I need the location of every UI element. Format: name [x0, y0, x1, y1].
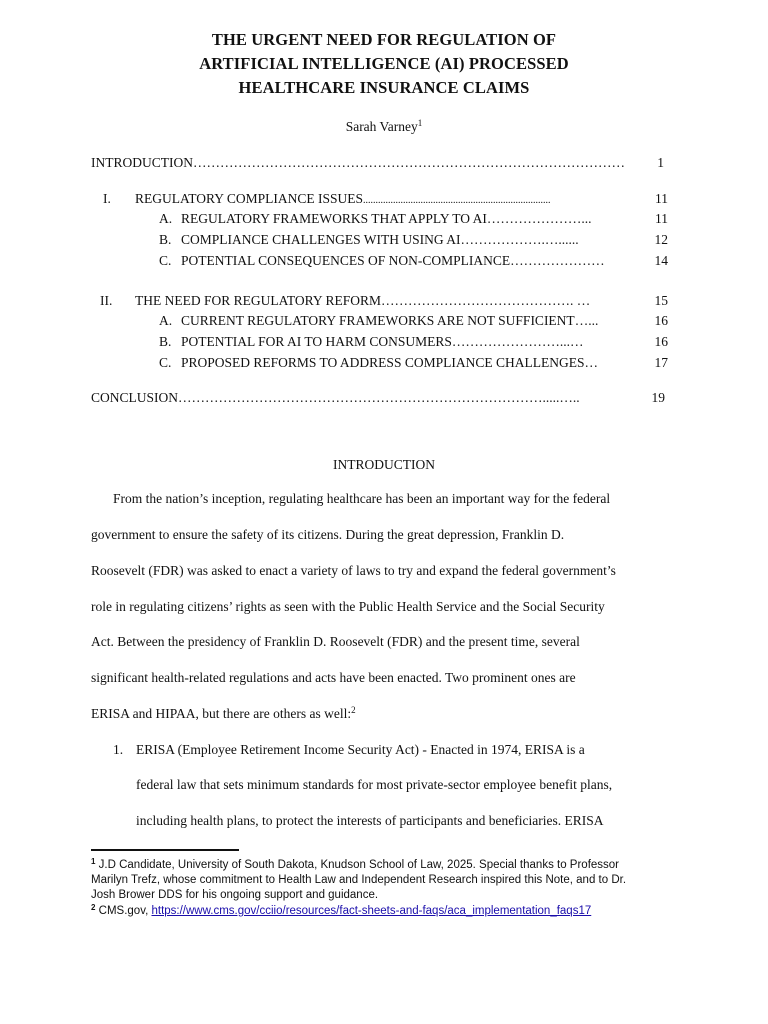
toc-page-number: 12 [654, 232, 668, 247]
toc-leader: ……………….…...... [460, 232, 579, 247]
title-line-1: THE URGENT NEED FOR REGULATION OF [211, 30, 557, 49]
toc-sub-letter: A. [159, 313, 173, 328]
footnote-2 [91, 900, 681, 919]
toc-page-number: 14 [654, 253, 668, 268]
toc-section-label: REGULATORY COMPLIANCE ISSUES [135, 191, 364, 206]
paragraph-line: role in regulating citizens’ rights as seen with the Public Health Service and the Social Security [91, 599, 605, 614]
paragraph-line: Roosevelt (FDR) was asked to enact a variety of laws to try and expand the federal government’s [91, 563, 616, 578]
footnote-mark: 1 [91, 857, 96, 866]
toc-subsection-1a[interactable] [181, 209, 668, 229]
toc-page-number: 11 [655, 191, 668, 206]
toc-page-number: 17 [654, 355, 668, 370]
footnote-separator [91, 849, 239, 851]
section-heading-introduction: INTRODUCTION [333, 457, 435, 472]
toc-subsection-2c[interactable] [181, 353, 668, 373]
toc-leader: …... [574, 313, 599, 328]
paragraph-text: ERISA and HIPAA, but there are others as well: [91, 706, 352, 721]
author-name: Sarah Varney [345, 119, 418, 134]
toc-leader: ........................................................................... [363, 195, 551, 206]
toc-sub-label: CURRENT REGULATORY FRAMEWORKS ARE NOT SUFFICIENT [181, 313, 575, 328]
footnote-text: J.D Candidate, University of South Dakota, Knudson School of Law, 2025. Special thanks to Professor [98, 859, 620, 871]
list-item-line: including health plans, to protect the interests of participants and beneficiaries. ERISA [136, 813, 604, 828]
author-line [0, 118, 768, 135]
toc-introduction-label: INTRODUCTION [91, 155, 193, 170]
toc-sub-letter: B. [159, 232, 172, 247]
toc-conclusion[interactable] [91, 388, 665, 408]
toc-leader: ……………………………………. … [381, 293, 591, 308]
toc-sub-label: POTENTIAL CONSEQUENCES OF NON-COMPLIANCE [181, 253, 511, 268]
footnote-1 [91, 854, 681, 903]
toc-leader: ………………… [510, 253, 605, 268]
footnote-mark: 2 [91, 903, 96, 912]
toc-section-numeral: I. [103, 191, 111, 206]
toc-page-number: 16 [654, 313, 668, 328]
footnote-text: CMS.gov, [98, 905, 152, 917]
toc-introduction[interactable] [91, 153, 664, 173]
toc-subsection-2a[interactable] [181, 311, 668, 331]
toc-sub-label: POTENTIAL FOR AI TO HARM CONSUMERS [181, 334, 452, 349]
paragraph-line: government to ensure the safety of its citizens. During the great depression, Franklin D. [91, 527, 565, 542]
toc-section-label: THE NEED FOR REGULATORY REFORM [135, 293, 382, 308]
toc-section-1[interactable] [135, 189, 668, 209]
list-item-number: 1. [113, 742, 124, 757]
toc-sub-letter: C. [159, 253, 172, 268]
toc-sub-letter: A. [159, 211, 173, 226]
toc-subsection-1c[interactable] [181, 251, 668, 271]
footnote-ref-2[interactable]: 2 [351, 705, 356, 715]
toc-page-number: 16 [654, 334, 668, 349]
toc-page-number: 15 [654, 293, 668, 308]
footnote-text: Josh Brower DDS for his ongoing support and guidance. [91, 889, 379, 901]
list-item-line: ERISA (Employee Retirement Income Security Act) - Enacted in 1974, ERISA is a [136, 742, 585, 757]
toc-subsection-1b[interactable] [181, 230, 668, 250]
toc-page-number: 1 [657, 155, 664, 170]
toc-section-numeral: II. [100, 293, 113, 308]
footnote-link[interactable]: https://www.cms.gov/cciio/resources/fact-sheets-and-faqs/aca_implementation_faqs17 [151, 905, 592, 917]
paper-title [0, 28, 768, 100]
toc-leader: ……………………………………………………………………….....….. [178, 390, 580, 405]
toc-leader: …………………………………………………………………………………… [193, 155, 625, 170]
paragraph-line: From the nation’s inception, regulating healthcare has been an important way for the federal [113, 491, 611, 506]
toc-leader: ……………………...… [451, 334, 584, 349]
toc-sub-letter: B. [159, 334, 172, 349]
list-item-line: federal law that sets minimum standards for most private-sector employee benefit plans, [136, 777, 613, 792]
toc-sub-letter: C. [159, 355, 172, 370]
toc-leader: … [584, 355, 598, 370]
footnote-text: Marilyn Trefz, whose commitment to Health Law and Independent Research inspired this Note, and to Dr. [91, 874, 627, 886]
toc-sub-label: REGULATORY FRAMEWORKS THAT APPLY TO AI [181, 211, 487, 226]
paragraph-line-last [91, 705, 356, 722]
toc-sub-label: COMPLIANCE CHALLENGES WITH USING AI [181, 232, 461, 247]
paragraph-line: significant health-related regulations and acts have been enacted. Two prominent ones are [91, 670, 576, 685]
author-footnote-ref[interactable]: 1 [417, 118, 423, 128]
title-line-2: ARTIFICIAL INTELLIGENCE (AI) PROCESSED [199, 54, 569, 73]
toc-page-number: 11 [655, 211, 668, 226]
toc-section-2[interactable] [135, 291, 668, 311]
toc-page-number: 19 [651, 390, 665, 405]
toc-sub-label: PROPOSED REFORMS TO ADDRESS COMPLIANCE CHALLENGES [181, 355, 585, 370]
toc-leader: …………………... [486, 211, 592, 226]
paragraph-line: Act. Between the presidency of Franklin D. Roosevelt (FDR) and the present time, several [91, 634, 580, 649]
toc-subsection-2b[interactable] [181, 332, 668, 352]
toc-conclusion-label: CONCLUSION [91, 390, 179, 405]
title-line-3: HEALTHCARE INSURANCE CLAIMS [238, 78, 530, 97]
